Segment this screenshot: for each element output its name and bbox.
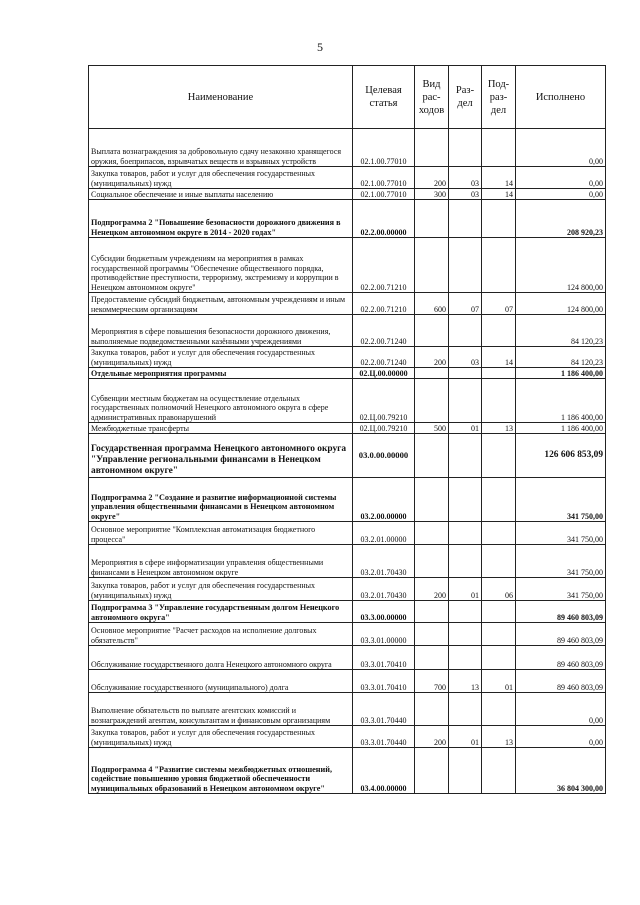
row-name: Основное мероприятие "Расчет расходов на исполнение долговых обязательств" <box>89 623 353 646</box>
row-name: Подпрограмма 2 "Повышение безопасности дорожного движения в Ненецком автономном округе в 2014 - 2020 годах" <box>89 200 353 238</box>
row-amount: 0,00 <box>516 167 606 189</box>
row-expense-type: 600 <box>415 293 449 315</box>
row-section <box>449 545 482 578</box>
header-executed: Исполнено <box>516 66 606 129</box>
row-expense-type <box>415 748 449 794</box>
row-target: 02.2.00.71210 <box>353 293 415 315</box>
row-section <box>449 748 482 794</box>
table-row <box>89 693 606 726</box>
row-name: Закупка товаров, работ и услуг для обеспечения государственных (муниципальных) нужд <box>89 167 353 189</box>
row-section: 13 <box>449 670 482 693</box>
row-section: 03 <box>449 189 482 200</box>
row-expense-type <box>415 129 449 167</box>
row-amount: 208 920,23 <box>516 200 606 238</box>
row-subsection: 07 <box>482 293 516 315</box>
row-amount: 341 750,00 <box>516 478 606 522</box>
row-amount: 84 120,23 <box>516 315 606 347</box>
row-target: 03.3.00.00000 <box>353 601 415 623</box>
row-subsection <box>482 522 516 545</box>
row-subsection: 13 <box>482 423 516 434</box>
row-target: 03.2.00.00000 <box>353 478 415 522</box>
row-target: 02.1.00.77010 <box>353 129 415 167</box>
row-amount: 126 606 853,09 <box>516 434 606 478</box>
row-section <box>449 434 482 478</box>
row-amount: 89 460 803,09 <box>516 623 606 646</box>
row-subsection <box>482 646 516 670</box>
row-amount: 124 800,00 <box>516 293 606 315</box>
table-row <box>89 238 606 293</box>
table-row <box>89 315 606 347</box>
row-expense-type <box>415 522 449 545</box>
row-subsection: 01 <box>482 670 516 693</box>
table-row <box>89 434 606 478</box>
table-row <box>89 293 606 315</box>
row-subsection <box>482 478 516 522</box>
row-target: 03.4.00.00000 <box>353 748 415 794</box>
table-row <box>89 545 606 578</box>
row-target: 03.3.01.70410 <box>353 646 415 670</box>
row-section: 07 <box>449 293 482 315</box>
row-subsection <box>482 238 516 293</box>
header-expense-type: Вид рас-ходов <box>415 66 449 129</box>
table-row <box>89 646 606 670</box>
row-amount: 124 800,00 <box>516 238 606 293</box>
table-row <box>89 368 606 379</box>
row-name: Подпрограмма 3 "Управление государственным долгом Ненецкого автономного округа" <box>89 601 353 623</box>
table-row <box>89 748 606 794</box>
row-subsection <box>482 748 516 794</box>
row-section <box>449 315 482 347</box>
row-name: Отдельные мероприятия программы <box>89 368 353 379</box>
table-row <box>89 167 606 189</box>
row-name: Социальное обеспечение и иные выплаты населению <box>89 189 353 200</box>
row-amount: 341 750,00 <box>516 522 606 545</box>
row-name: Закупка товаров, работ и услуг для обеспечения государственных (муниципальных) нужд <box>89 578 353 601</box>
row-amount: 1 186 400,00 <box>516 379 606 423</box>
row-expense-type <box>415 693 449 726</box>
row-subsection: 13 <box>482 726 516 748</box>
table-header-row <box>89 66 606 129</box>
row-section <box>449 368 482 379</box>
row-target: 02.Ц.00.00000 <box>353 368 415 379</box>
row-name: Основное мероприятие "Комплексная автоматизация бюджетного процесса" <box>89 522 353 545</box>
row-section: 01 <box>449 578 482 601</box>
row-name: Мероприятия в сфере информатизации управления общественными финансами в Ненецком автономном округе <box>89 545 353 578</box>
row-expense-type <box>415 434 449 478</box>
row-target: 02.2.00.00000 <box>353 200 415 238</box>
row-section <box>449 693 482 726</box>
row-subsection <box>482 623 516 646</box>
row-amount: 0,00 <box>516 726 606 748</box>
row-expense-type <box>415 238 449 293</box>
row-section <box>449 623 482 646</box>
header-section: Раз-дел <box>449 66 482 129</box>
row-target: 03.0.00.00000 <box>353 434 415 478</box>
table-row <box>89 423 606 434</box>
row-expense-type <box>415 646 449 670</box>
row-name: Выполнение обязательств по выплате агентских комиссий и вознаграждений агентам, консультантам и финансовым организациям <box>89 693 353 726</box>
row-amount: 341 750,00 <box>516 578 606 601</box>
row-target: 03.2.01.00000 <box>353 522 415 545</box>
row-expense-type <box>415 379 449 423</box>
row-target: 03.3.01.70410 <box>353 670 415 693</box>
row-expense-type <box>415 623 449 646</box>
row-amount: 89 460 803,09 <box>516 601 606 623</box>
row-name: Закупка товаров, работ и услуг для обеспечения государственных (муниципальных) нужд <box>89 726 353 748</box>
row-subsection: 14 <box>482 167 516 189</box>
row-subsection <box>482 545 516 578</box>
row-section <box>449 200 482 238</box>
row-expense-type <box>415 200 449 238</box>
row-expense-type <box>415 601 449 623</box>
row-target: 03.2.01.70430 <box>353 545 415 578</box>
row-amount: 89 460 803,09 <box>516 646 606 670</box>
row-target: 02.Ц.00.79210 <box>353 379 415 423</box>
row-section <box>449 129 482 167</box>
row-section <box>449 601 482 623</box>
row-name: Выплата вознаграждения за добровольную сдачу незаконно хранящегося оружия, боеприпасов, взрывчатых веществ и взрывных устройств <box>89 129 353 167</box>
row-target: 03.3.01.70440 <box>353 726 415 748</box>
row-subsection: 06 <box>482 578 516 601</box>
table-row <box>89 670 606 693</box>
row-amount: 0,00 <box>516 129 606 167</box>
row-name: Обслуживание государственного (муниципального) долга <box>89 670 353 693</box>
row-subsection: 14 <box>482 347 516 368</box>
row-target: 02.2.00.71210 <box>353 238 415 293</box>
table-row <box>89 578 606 601</box>
row-expense-type <box>415 368 449 379</box>
row-expense-type: 200 <box>415 578 449 601</box>
row-subsection <box>482 315 516 347</box>
row-section <box>449 478 482 522</box>
row-section <box>449 379 482 423</box>
row-name: Субсидии бюджетным учреждениям на мероприятия в рамках государственной программы "Обеспечение общественного порядка, противодействие преступности, терроризму, экстремизму и коррупции в Ненецком автономном округе" <box>89 238 353 293</box>
row-target: 02.2.00.71240 <box>353 347 415 368</box>
row-target: 02.1.00.77010 <box>353 189 415 200</box>
row-name: Закупка товаров, работ и услуг для обеспечения государственных (муниципальных) нужд <box>89 347 353 368</box>
row-amount: 84 120,23 <box>516 347 606 368</box>
table-row <box>89 129 606 167</box>
row-subsection <box>482 200 516 238</box>
header-target-article: Целевая статья <box>353 66 415 129</box>
row-amount: 36 804 300,00 <box>516 748 606 794</box>
row-subsection: 14 <box>482 189 516 200</box>
row-target: 02.1.00.77010 <box>353 167 415 189</box>
table-row <box>89 379 606 423</box>
row-amount: 341 750,00 <box>516 545 606 578</box>
row-expense-type: 500 <box>415 423 449 434</box>
row-amount: 0,00 <box>516 189 606 200</box>
row-target: 03.3.01.70440 <box>353 693 415 726</box>
row-name: Предоставление субсидий бюджетным, автономным учреждениям и иным некоммерческим организациям <box>89 293 353 315</box>
table-row <box>89 478 606 522</box>
row-name: Государственная программа Ненецкого автономного округа "Управление региональными финансами в Ненецком автономном округе" <box>89 434 353 478</box>
row-section <box>449 522 482 545</box>
row-expense-type: 200 <box>415 167 449 189</box>
row-subsection <box>482 693 516 726</box>
table-row <box>89 189 606 200</box>
page-number: 5 <box>317 40 323 54</box>
row-subsection <box>482 379 516 423</box>
row-subsection <box>482 601 516 623</box>
header-name: Наименование <box>89 66 353 129</box>
row-section: 03 <box>449 167 482 189</box>
row-section: 01 <box>449 726 482 748</box>
row-name: Субвенции местным бюджетам на осуществление отдельных государственных полномочий Ненецкого автономного округа в сфере административных правонарушений <box>89 379 353 423</box>
budget-execution-table <box>88 65 606 794</box>
row-expense-type: 200 <box>415 347 449 368</box>
table-row <box>89 200 606 238</box>
row-name: Подпрограмма 4 "Развитие системы межбюджетных отношений, содействие повышению уровня бюджетной обеспеченности муниципальных образований в Ненецком автономном округе" <box>89 748 353 794</box>
row-target: 03.3.01.00000 <box>353 623 415 646</box>
table-row <box>89 347 606 368</box>
row-name: Подпрограмма 2 "Создание и развитие информационной системы управления общественными финансами в Ненецком автономном округе" <box>89 478 353 522</box>
row-amount: 1 186 400,00 <box>516 368 606 379</box>
row-target: 02.Ц.00.79210 <box>353 423 415 434</box>
table-row <box>89 522 606 545</box>
row-section <box>449 646 482 670</box>
row-subsection <box>482 434 516 478</box>
row-name: Мероприятия в сфере повышения безопасности дорожного движения, выполняемые подведомственными казёнными учреждениями <box>89 315 353 347</box>
row-amount: 1 186 400,00 <box>516 423 606 434</box>
table-row <box>89 623 606 646</box>
row-amount: 0,00 <box>516 693 606 726</box>
table-row <box>89 601 606 623</box>
row-subsection <box>482 129 516 167</box>
table-row <box>89 726 606 748</box>
row-amount: 89 460 803,09 <box>516 670 606 693</box>
row-section: 03 <box>449 347 482 368</box>
row-target: 02.2.00.71240 <box>353 315 415 347</box>
row-expense-type <box>415 545 449 578</box>
row-expense-type <box>415 478 449 522</box>
row-expense-type: 300 <box>415 189 449 200</box>
header-subsection: Под-раз-дел <box>482 66 516 129</box>
row-section: 01 <box>449 423 482 434</box>
row-name: Обслуживание государственного долга Ненецкого автономного округа <box>89 646 353 670</box>
row-target: 03.2.01.70430 <box>353 578 415 601</box>
row-subsection <box>482 368 516 379</box>
row-section <box>449 238 482 293</box>
row-expense-type <box>415 315 449 347</box>
row-expense-type: 700 <box>415 670 449 693</box>
row-name: Межбюджетные трансферты <box>89 423 353 434</box>
row-expense-type: 200 <box>415 726 449 748</box>
